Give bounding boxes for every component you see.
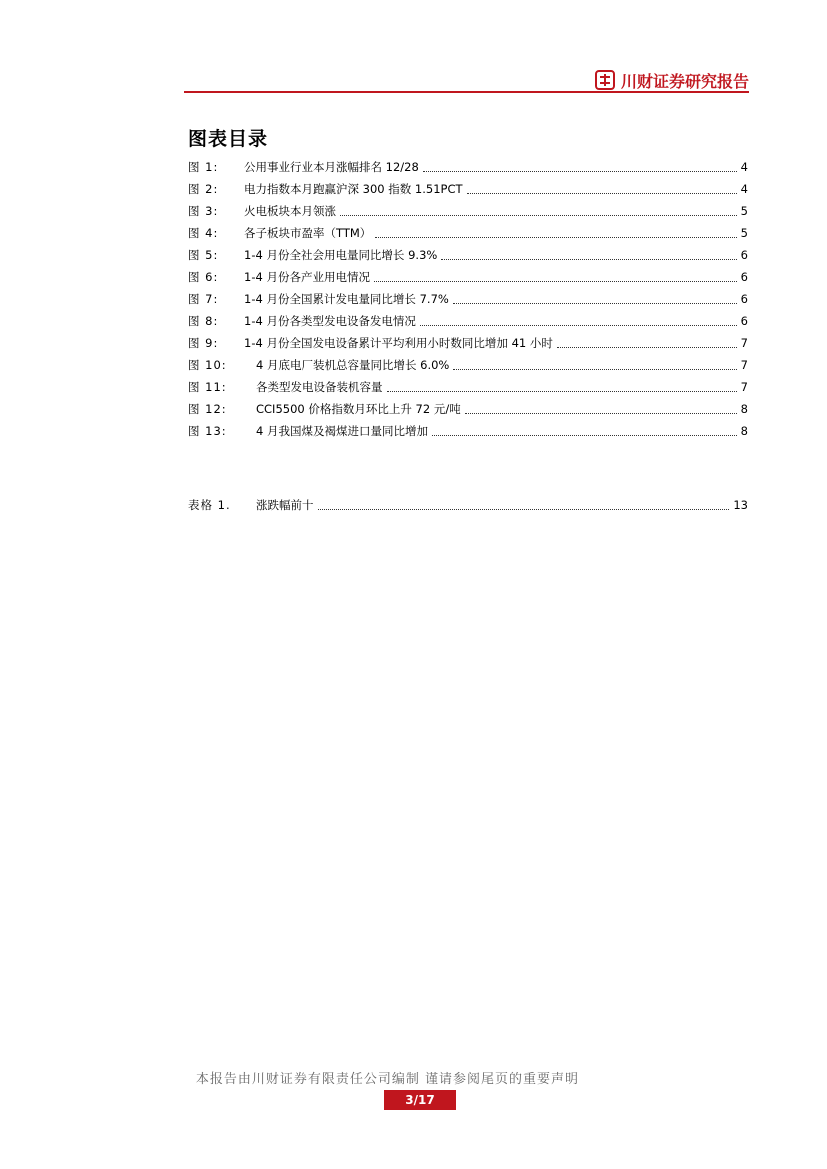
dot-leader xyxy=(432,435,737,436)
toc-entry-label: 图 4: xyxy=(188,226,219,240)
toc-entry[interactable] xyxy=(188,332,748,354)
toc-entry-label: 图 8: xyxy=(188,314,219,328)
toc-entry[interactable] xyxy=(188,420,748,442)
toc-entry[interactable] xyxy=(188,354,748,376)
dot-leader xyxy=(453,369,736,370)
table-list xyxy=(188,494,748,516)
toc-entry-title: 公用事业行业本月涨幅排名 12/28 xyxy=(244,160,419,174)
dot-leader xyxy=(441,259,736,260)
toc-entry-title: 电力指数本月跑赢沪深 300 指数 1.51PCT xyxy=(244,182,463,196)
toc-entry-title: 4 月我国煤及褐煤进口量同比增加 xyxy=(256,424,428,438)
toc-entry-page: 5 xyxy=(740,226,748,240)
header-rule xyxy=(184,91,749,93)
dot-leader xyxy=(557,347,737,348)
toc-entry-label: 图 12: xyxy=(188,402,227,416)
toc-entry-title: 涨跌幅前十 xyxy=(256,498,314,512)
toc-entry[interactable] xyxy=(188,222,748,244)
toc-entry-page: 5 xyxy=(740,204,748,218)
toc-entry[interactable] xyxy=(188,494,748,516)
toc-entry-label: 图 2: xyxy=(188,182,219,196)
toc-entry-title: 4 月底电厂装机总容量同比增长 6.0% xyxy=(256,358,450,372)
toc-entry[interactable] xyxy=(188,200,748,222)
toc-entry[interactable] xyxy=(188,288,748,310)
toc-entry-page: 8 xyxy=(740,402,748,416)
dot-leader xyxy=(318,509,730,510)
dot-leader xyxy=(453,303,737,304)
toc-entry-label: 图 11: xyxy=(188,380,227,394)
toc-entry-title: 各类型发电设备装机容量 xyxy=(256,380,383,394)
toc-title: 图表目录 xyxy=(188,128,269,150)
brand-name: 川财证券研究报告 xyxy=(620,71,749,91)
toc-entry[interactable] xyxy=(188,244,748,266)
toc-entry-label: 图 6: xyxy=(188,270,219,284)
toc-entry-title: 火电板块本月领涨 xyxy=(244,204,336,218)
toc-entry-label: 图 13: xyxy=(188,424,227,438)
toc-entry-label: 图 3: xyxy=(188,204,219,218)
dot-leader xyxy=(465,413,737,414)
toc-entry-page: 8 xyxy=(740,424,748,438)
dot-leader xyxy=(374,281,737,282)
toc-entry-page: 7 xyxy=(740,380,748,394)
toc-entry-page: 4 xyxy=(740,182,748,196)
toc-entry-page: 6 xyxy=(740,314,748,328)
toc-entry-title: 各子板块市盈率（TTM） xyxy=(244,226,372,240)
toc-entry-page: 6 xyxy=(740,270,748,284)
toc-entry-label: 图 1: xyxy=(188,160,219,174)
toc-entry[interactable] xyxy=(188,266,748,288)
dot-leader xyxy=(387,391,737,392)
toc-entry-title: 1-4 月份全国发电设备累计平均利用小时数同比增加 41 小时 xyxy=(244,336,553,350)
toc-entry[interactable] xyxy=(188,178,748,200)
dot-leader xyxy=(420,325,737,326)
toc-entry-title: 1-4 月份全社会用电量同比增长 9.3% xyxy=(244,248,438,262)
toc-entry[interactable] xyxy=(188,156,748,178)
dot-leader xyxy=(467,193,737,194)
toc-entry-title: 1-4 月份各产业用电情况 xyxy=(244,270,370,284)
toc-entry-page: 6 xyxy=(740,248,748,262)
header-brand xyxy=(595,66,749,94)
toc-entry[interactable] xyxy=(188,310,748,332)
toc-entry-label: 表格 1. xyxy=(188,498,231,512)
figure-list xyxy=(188,156,748,442)
toc-entry-label: 图 9: xyxy=(188,336,219,350)
toc-entry-page: 4 xyxy=(740,160,748,174)
page-number-badge: 3/17 xyxy=(384,1090,456,1110)
dot-leader xyxy=(423,171,737,172)
toc-entry-label: 图 7: xyxy=(188,292,219,306)
toc-entry-label: 图 10: xyxy=(188,358,227,372)
toc-entry-title: 1-4 月份全国累计发电量同比增长 7.7% xyxy=(244,292,449,306)
toc-entry-label: 图 5: xyxy=(188,248,219,262)
dot-leader xyxy=(375,237,736,238)
toc-entry[interactable] xyxy=(188,376,748,398)
toc-entry-title: 1-4 月份各类型发电设备发电情况 xyxy=(244,314,416,328)
toc-entry-page: 6 xyxy=(740,292,748,306)
chuancai-logo-icon xyxy=(595,70,615,90)
toc-entry-page: 13 xyxy=(733,498,748,512)
toc-entry-title: CCI5500 价格指数月环比上升 72 元/吨 xyxy=(256,402,461,416)
dot-leader xyxy=(340,215,737,216)
footer-statement: 本报告由川财证券有限责任公司编制 谨请参阅尾页的重要声明 xyxy=(195,1072,580,1087)
toc-entry-page: 7 xyxy=(740,336,748,350)
toc-entry-page: 7 xyxy=(740,358,748,372)
toc-entry[interactable] xyxy=(188,398,748,420)
